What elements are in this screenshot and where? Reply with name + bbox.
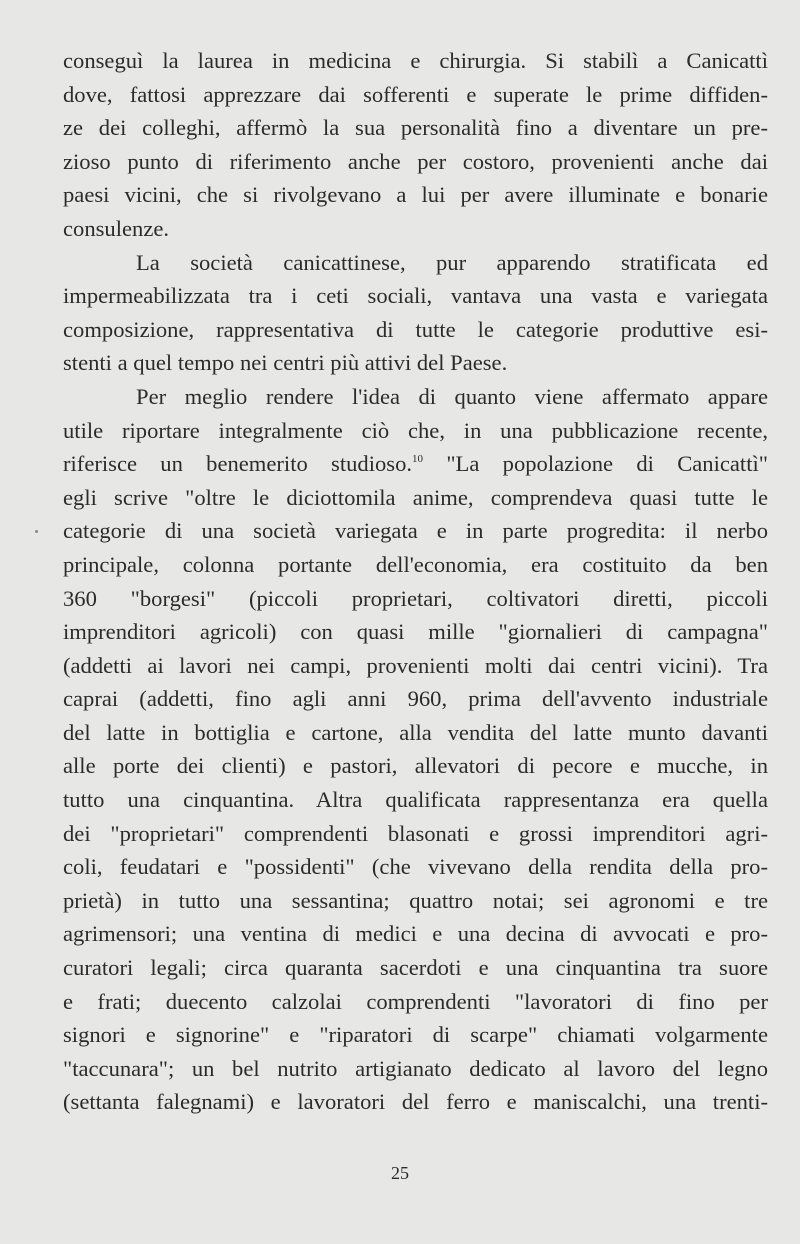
- text-line: coli, feudatari e "possidenti" (che vivevano della rendita della pro-: [63, 854, 768, 880]
- text-line: tutto una cinquantina. Altra qualificata rappresentanza era quella: [63, 787, 768, 813]
- text-line: composizione, rappresentativa di tutte le categorie produttive esi-: [63, 316, 768, 342]
- text-line: signori e signorine" e "riparatori di scarpe" chiamati volgarmente: [63, 1022, 768, 1048]
- text-line: egli scrive "oltre le diciottomila anime, comprendeva quasi tutte le: [63, 484, 768, 510]
- text-line: zioso punto di riferimento anche per costoro, provenienti anche dai: [63, 148, 768, 174]
- text-line: (settanta falegnami) e lavoratori del ferro e maniscalchi, una trenti-: [63, 1089, 768, 1115]
- text-line: principale, colonna portante dell'economia, era costituito da ben: [63, 551, 768, 577]
- text-line: dove, fattosi apprezzare dai sofferenti e superate le prime diffiden-: [63, 81, 768, 107]
- footnote-line-after: "La popolazione di Canicattì": [423, 451, 768, 477]
- text-line: alle porte dei clienti) e pastori, allevatori di pecore e mucche, in: [63, 753, 768, 779]
- paragraph-start-line: Per meglio rendere l'idea di quanto viene affermato appare: [136, 383, 768, 409]
- text-line: categorie di una società variegata e in parte progredita: il nerbo: [63, 518, 768, 544]
- text-line: dei "proprietari" comprendenti blasonati e grossi imprenditori agri-: [63, 820, 768, 846]
- text-line: (addetti ai lavori nei campi, provenienti molti dai centri vicini). Tra: [63, 652, 768, 678]
- text-line: paesi vicini, che si rivolgevano a lui per avere illuminate e bonarie: [63, 182, 768, 208]
- text-line: conseguì la laurea in medicina e chirurgia. Si stabilì a Canicattì: [63, 48, 768, 73]
- footnote-text-line: [63, 447, 768, 481]
- paragraph-start-line: La società canicattinese, pur apparendo stratificata ed: [136, 249, 768, 275]
- body-text: [63, 44, 768, 1119]
- text-line: utile riportare integralmente ciò che, in una pubblicazione recente,: [63, 417, 768, 443]
- text-line: impermeabilizzata tra i ceti sociali, vantava una vasta e variegata: [63, 283, 768, 309]
- text-line: stenti a quel tempo nei centri più attivi del Paese.: [63, 350, 508, 376]
- text-line: 360 "borgesi" (piccoli proprietari, coltivatori diretti, piccoli: [63, 585, 768, 611]
- page-number: 25: [391, 1163, 409, 1183]
- text-line: del latte in bottiglia e cartone, alla vendita del latte munto davanti: [63, 719, 768, 745]
- scan-speck: [35, 530, 38, 533]
- text-line: caprai (addetti, fino agli anni 960, prima dell'avvento industriale: [63, 686, 768, 712]
- text-line: "taccunara"; un bel nutrito artigianato dedicato al lavoro del legno: [63, 1055, 768, 1081]
- text-line: e frati; duecento calzolai comprendenti "lavoratori di fino per: [63, 988, 768, 1014]
- footnote-line-before: riferisce un benemerito studioso.: [63, 451, 413, 477]
- text-line: curatori legali; circa quaranta sacerdoti e una cinquantina tra suore: [63, 955, 768, 981]
- text-line: consulenze.: [63, 215, 170, 241]
- text-line: imprenditori agricoli) con quasi mille "giornalieri di campagna": [63, 619, 768, 645]
- text-line: ze dei colleghi, affermò la sua personalità fino a diventare un pre-: [63, 115, 768, 141]
- text-line: prietà) in tutto una sessantina; quattro notai; sei agronomi e tre: [63, 887, 768, 913]
- footnote-marker: 10: [412, 453, 424, 466]
- text-line: agrimensori; una ventina di medici e una decina di avvocati e pro-: [63, 921, 768, 947]
